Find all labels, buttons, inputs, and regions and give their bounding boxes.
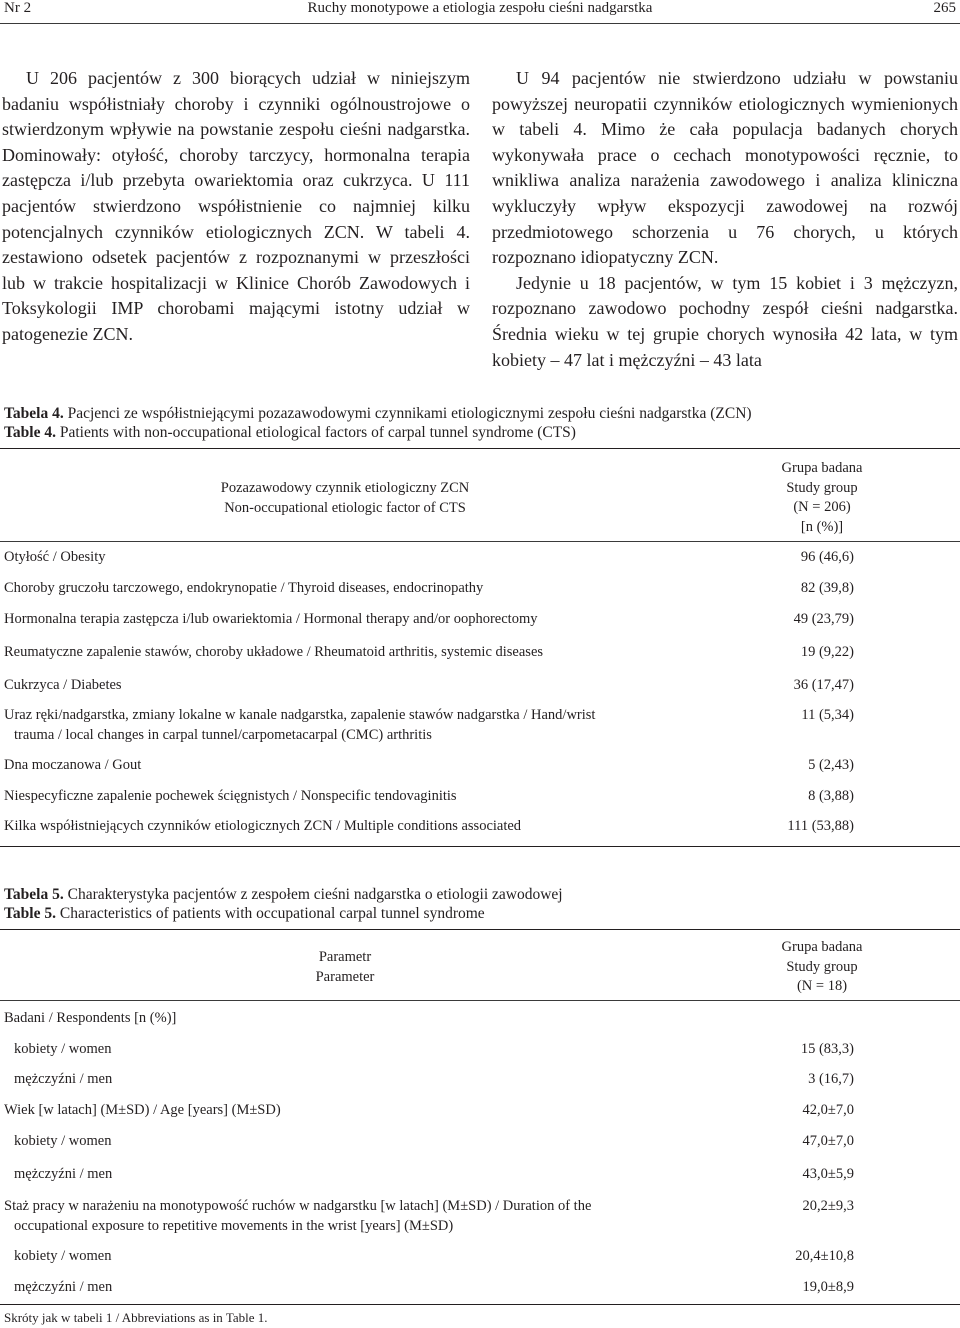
table-row xyxy=(4,579,954,599)
row-label: Cukrzyca / Diabetes xyxy=(4,677,122,693)
row-label-line: Staż pracy w narażeniu na monotypowość ruchów w nadgarstku [w latach] (M±SD) / Duration of the xyxy=(4,1198,592,1214)
table-row xyxy=(4,1070,954,1090)
caption-label: Table 5. xyxy=(4,905,56,922)
table-row xyxy=(4,1009,954,1029)
caption-text: Patients with non-occupational etiological factors of carpal tunnel syndrome (CTS) xyxy=(59,424,576,441)
row-label: mężczyźni / men xyxy=(14,1279,113,1295)
row-value: 47,0±7,0 xyxy=(802,1133,854,1149)
issue-number: Nr 2 xyxy=(4,0,32,16)
caption-label: Table 4. xyxy=(4,424,56,441)
table-row xyxy=(4,643,954,663)
table5-header-group xyxy=(742,938,902,997)
row-value: 15 (83,3) xyxy=(800,1041,854,1057)
table4-header-group xyxy=(742,459,902,537)
body-column-right xyxy=(492,66,958,373)
row-label: Otyłość / Obesity xyxy=(4,549,106,565)
table-row xyxy=(4,1197,954,1237)
running-header xyxy=(0,0,960,24)
table-row xyxy=(4,756,954,776)
running-title: Ruchy monotypowe a etiologia zespołu cieśni nadgarstka xyxy=(307,0,653,16)
row-value: 96 (46,6) xyxy=(800,549,854,565)
row-label: Hormonalna terapia zastępcza i/lub owariektomia / Hormonal therapy and/or oophorectomy xyxy=(4,611,538,627)
row-label: Dna moczanowa / Gout xyxy=(4,757,142,773)
header-text: Parameter xyxy=(315,968,375,985)
caption-label: Tabela 5. xyxy=(4,886,64,903)
row-label: mężczyźni / men xyxy=(14,1166,113,1182)
row-value: 8 (3,88) xyxy=(808,788,854,804)
header-text: Pozazawodowy czynnik etiologiczny ZCN xyxy=(220,480,470,496)
header-text: Grupa badana xyxy=(781,460,863,476)
row-value: 19,0±8,9 xyxy=(802,1279,854,1295)
table5-footnote: Skróty jak w tabeli 1 / Abbreviations as in Table 1. xyxy=(4,1310,268,1325)
row-label-continuation: occupational exposure to repetitive movements in the wrist [years] (M±SD) xyxy=(14,1217,454,1234)
caption-label: Tabela 4. xyxy=(4,405,64,422)
row-label: Reumatyczne zapalenie stawów, choroby układowe / Rheumatoid arthritis, systemic diseases xyxy=(4,644,544,660)
row-value: 42,0±7,0 xyxy=(802,1102,854,1118)
table-row xyxy=(4,817,954,837)
table-row xyxy=(4,610,954,630)
row-label: Badani / Respondents [n (%)] xyxy=(4,1010,177,1026)
row-value: 3 (16,7) xyxy=(808,1071,854,1087)
table-row xyxy=(4,706,954,746)
table5-header-rule xyxy=(0,1000,960,1001)
body-paragraph: U 206 pacjentów z 300 biorących udział w niniejszym badaniu współistniały choroby i czynniki ogólnoustrojowe o stwierdzonym wpływie na powstanie zespołu cieśni nadgarstka. Dominowały: otyłość, choroby tarczycy, hormonalna terapia zastępcza i/lub przebyta owariektomia oraz cukrzyca. U 111 pacjentów stwierdzono współistnienie co najmniej kilku potencjalnych czynników etiologicznych ZCN. W tabeli 4. zestawiono odsetek pacjentów z rozpoznanymi w przeszłości lub w trakcie hospitalizacji w Klinice Chorób Zawodowych i Toksykologii IMP chorobami mającymi istotny udział w patogenezie ZCN. xyxy=(2,68,470,344)
row-label: Niespecyficzne zapalenie pochewek ścięgnistych / Nonspecific tendovaginitis xyxy=(4,788,457,804)
table4-header-rule xyxy=(0,541,960,542)
row-value: 49 (23,79) xyxy=(793,611,854,627)
row-label-line: Uraz ręki/nadgarstka, zmiany lokalne w kanale nadgarstka, zapalenie stawów nadgarstka / Hand/wrist xyxy=(4,707,596,723)
body-paragraph: U 94 pacjentów nie stwierdzono udziału w powstaniu powyższej neuropatii czynników etiologicznych wymienionych w tabeli 4. Mimo że cała populacja badanych chorych wykonywała prace o cechach monotypowości ręcznie, to wnikliwa analiza narażenia zawodowego i analiza kliniczna wykluczyły wpływ ekspozycji zawodowej na rozwój przedmiotowego schorzenia u 76 chorych, u których rozpoznano idiopatyczny ZCN. xyxy=(492,68,958,268)
row-value: 43,0±5,9 xyxy=(802,1166,854,1182)
row-value: 82 (39,8) xyxy=(800,580,854,596)
table4-top-rule xyxy=(0,448,960,449)
caption-text: Pacjenci ze współistniejącymi pozazawodowymi czynnikami etiologicznymi zespołu cieśni nadgarstka (ZCN) xyxy=(67,405,752,422)
table4-caption xyxy=(4,404,752,442)
table-row xyxy=(4,1040,954,1060)
header-text: Study group xyxy=(786,479,858,496)
table5-bottom-rule xyxy=(0,1304,960,1305)
page-number: 265 xyxy=(933,0,956,16)
table-row xyxy=(4,1132,954,1152)
caption-text: Charakterystyka pacjentów z zespołem cieśni nadgarstka o etiologii zawodowej xyxy=(67,886,563,903)
row-value: 11 (5,34) xyxy=(801,707,854,723)
header-text: Non-occupational etiologic factor of CTS xyxy=(224,499,466,516)
row-value: 5 (2,43) xyxy=(808,757,854,773)
table5-top-rule xyxy=(0,929,960,930)
row-label: Choroby gruczołu tarczowego, endokrynopatie / Thyroid diseases, endocrinopathy xyxy=(4,580,484,596)
row-label: kobiety / women xyxy=(14,1248,112,1264)
table4-header-factor xyxy=(150,479,540,518)
table-row xyxy=(4,1247,954,1267)
body-column-left xyxy=(2,66,470,348)
table4-bottom-rule xyxy=(0,846,960,847)
row-value: 36 (17,47) xyxy=(793,677,854,693)
row-value: 20,2±9,3 xyxy=(802,1198,854,1214)
header-rule xyxy=(0,23,960,24)
row-label: kobiety / women xyxy=(14,1041,112,1057)
header-text: (N = 206) xyxy=(793,499,851,515)
table-row xyxy=(4,1165,954,1185)
row-label: mężczyźni / men xyxy=(14,1071,113,1087)
table-row xyxy=(4,1101,954,1121)
row-label xyxy=(4,1197,664,1236)
table-row xyxy=(4,1278,954,1298)
table5-header-parameter xyxy=(230,948,460,987)
header-text: Study group xyxy=(786,958,858,975)
header-text: Grupa badana xyxy=(781,939,863,955)
table5-caption xyxy=(4,885,563,923)
row-value: 111 (53,88) xyxy=(787,818,854,834)
caption-text: Characteristics of patients with occupational carpal tunnel syndrome xyxy=(59,905,485,922)
body-paragraph: Jedynie u 18 pacjentów, w tym 15 kobiet i 3 mężczyzn, rozpoznano zawodowo pochodny zespół cieśni nadgarstka. Średnia wieku w tej grupie chorych wynosiła 42 lata, w tym kobiety – 47 lat i mężczyźni – 43 lata xyxy=(492,272,958,370)
header-text: Parametr xyxy=(318,949,372,965)
row-label: kobiety / women xyxy=(14,1133,112,1149)
table-row xyxy=(4,548,954,568)
row-label-continuation: trauma / local changes in carpal tunnel/carpometacarpal (CMC) arthritis xyxy=(14,726,432,743)
table-row xyxy=(4,787,954,807)
row-value: 19 (9,22) xyxy=(800,644,854,660)
row-label xyxy=(4,706,664,745)
table-row xyxy=(4,676,954,696)
row-value: 20,4±10,8 xyxy=(795,1248,854,1264)
row-label: Wiek [w latach] (M±SD) / Age [years] (M±SD) xyxy=(4,1102,281,1118)
header-text: (N = 18) xyxy=(796,978,848,994)
header-text: [n (%)] xyxy=(800,518,844,535)
row-label: Kilka współistniejących czynników etiologicznych ZCN / Multiple conditions associated xyxy=(4,818,522,834)
